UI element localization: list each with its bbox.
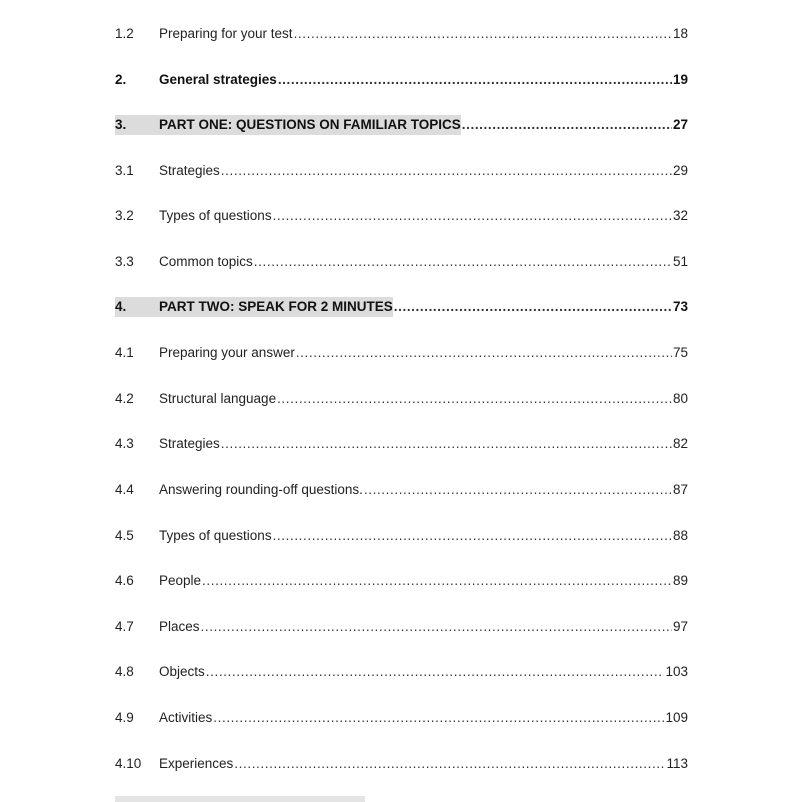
toc-entry-page: 18: [672, 26, 688, 41]
toc-dot-leader: [394, 297, 672, 317]
toc-entry-title: Preparing your answer: [159, 345, 295, 360]
toc-entry-page: 88: [672, 528, 688, 543]
toc-entry-page: 32: [672, 208, 688, 223]
toc-entry-3-3[interactable]: [115, 252, 688, 272]
toc-entry-number: 3.2: [115, 208, 134, 223]
toc-entry-page: 19: [672, 72, 688, 87]
toc-entry-4-2[interactable]: [115, 389, 688, 409]
toc-entry-1-2[interactable]: [115, 24, 688, 44]
toc-dot-leader: [277, 389, 672, 409]
toc-entry-page: 82: [672, 436, 688, 451]
toc-dot-leader: [254, 252, 672, 272]
toc-entry-number: 4.: [115, 297, 159, 317]
toc-entry-title: PART TWO: SPEAK FOR 2 MINUTES: [159, 297, 393, 317]
toc-entry-number: 4.10: [115, 756, 142, 771]
toc-dot-leader: [364, 480, 672, 500]
toc-entry-number: 2.: [115, 72, 127, 87]
toc-entry-number: 4.8: [115, 664, 134, 679]
toc-entry-title: Common topics: [159, 254, 253, 269]
next-entry-highlight-cutoff: [115, 796, 365, 802]
toc-dot-leader: [201, 617, 672, 637]
toc-entry-page: 103: [665, 664, 688, 679]
toc-entry-page: 73: [672, 299, 688, 314]
toc-entry-title: Preparing for your test: [159, 26, 293, 41]
toc-entry-number: 4.2: [115, 391, 134, 406]
toc-entry-3[interactable]: [115, 115, 688, 135]
toc-entry-title: Strategies: [159, 163, 220, 178]
toc-entry-page: 75: [672, 345, 688, 360]
toc-dot-leader: [273, 526, 672, 546]
toc-entry-page: 113: [666, 756, 688, 771]
toc-entry-2[interactable]: [115, 70, 688, 90]
toc-entry-title: Structural language: [159, 391, 277, 406]
toc-entry-4-4[interactable]: [115, 480, 688, 500]
toc-entry-4-3[interactable]: [115, 434, 688, 454]
toc-dot-leader: [462, 115, 672, 135]
toc-entry-3-1[interactable]: [115, 161, 688, 181]
toc-entry-page: 87: [672, 482, 688, 497]
toc-entry-title: Strategies: [159, 436, 220, 451]
toc-dot-leader: [273, 206, 672, 226]
toc-entry-title: People: [159, 573, 202, 588]
toc-entry-title: Activities: [159, 710, 213, 725]
toc-dot-leader: [234, 754, 665, 774]
toc-dot-leader: [278, 70, 672, 90]
toc-entry-page: 51: [672, 254, 688, 269]
toc-dot-leader: [213, 708, 664, 728]
toc-entry-4-5[interactable]: [115, 526, 688, 546]
toc-entry-number: 4.9: [115, 710, 134, 725]
toc-entry-number: 4.3: [115, 436, 134, 451]
toc-dot-leader: [221, 434, 672, 454]
toc-entry-title: Objects: [159, 664, 205, 679]
toc-entry-page: 89: [672, 573, 688, 588]
toc-entry-4-8[interactable]: [115, 662, 688, 682]
toc-entry-number: 3.: [115, 115, 159, 135]
toc-dot-leader: [202, 571, 672, 591]
toc-entry-number: 3.1: [115, 163, 134, 178]
next-entry-number-highlight: [115, 796, 129, 802]
toc-entry-4-10[interactable]: [115, 754, 688, 774]
toc-entry-number: 4.7: [115, 619, 134, 634]
toc-entry-4-7[interactable]: [115, 617, 688, 637]
toc-entry-number: 4.6: [115, 573, 134, 588]
toc-dot-leader: [296, 343, 672, 363]
toc-dot-leader: [294, 24, 672, 44]
toc-entry-title: Places: [159, 619, 200, 634]
toc-entry-number: 4.4: [115, 482, 134, 497]
toc-entry-title: Experiences: [159, 756, 234, 771]
toc-entry-4-9[interactable]: [115, 708, 688, 728]
toc-dot-leader: [221, 161, 672, 181]
toc-entry-page: 29: [672, 163, 688, 178]
toc-entry-page: 27: [672, 117, 688, 132]
toc-entry-4-1[interactable]: [115, 343, 688, 363]
toc-entry-number: 4.1: [115, 345, 134, 360]
toc-entry-title: General strategies: [159, 72, 277, 87]
toc-entry-page: 97: [672, 619, 688, 634]
toc-entry-title: Types of questions: [159, 208, 272, 223]
toc-entry-title: Answering rounding-off questions.: [159, 482, 363, 497]
toc-entry-number: 4.5: [115, 528, 134, 543]
toc-entry-3-2[interactable]: [115, 206, 688, 226]
toc-entry-number: 1.2: [115, 26, 134, 41]
toc-entry-page: 80: [672, 391, 688, 406]
toc-entry-4-6[interactable]: [115, 571, 688, 591]
toc-entry-4[interactable]: [115, 297, 688, 317]
toc-entry-title: Types of questions: [159, 528, 272, 543]
toc-entry-title: PART ONE: QUESTIONS ON FAMILIAR TOPICS: [159, 115, 461, 135]
toc-entry-page: 109: [665, 710, 688, 725]
toc-entry-number: 3.3: [115, 254, 134, 269]
toc-dot-leader: [206, 662, 665, 682]
